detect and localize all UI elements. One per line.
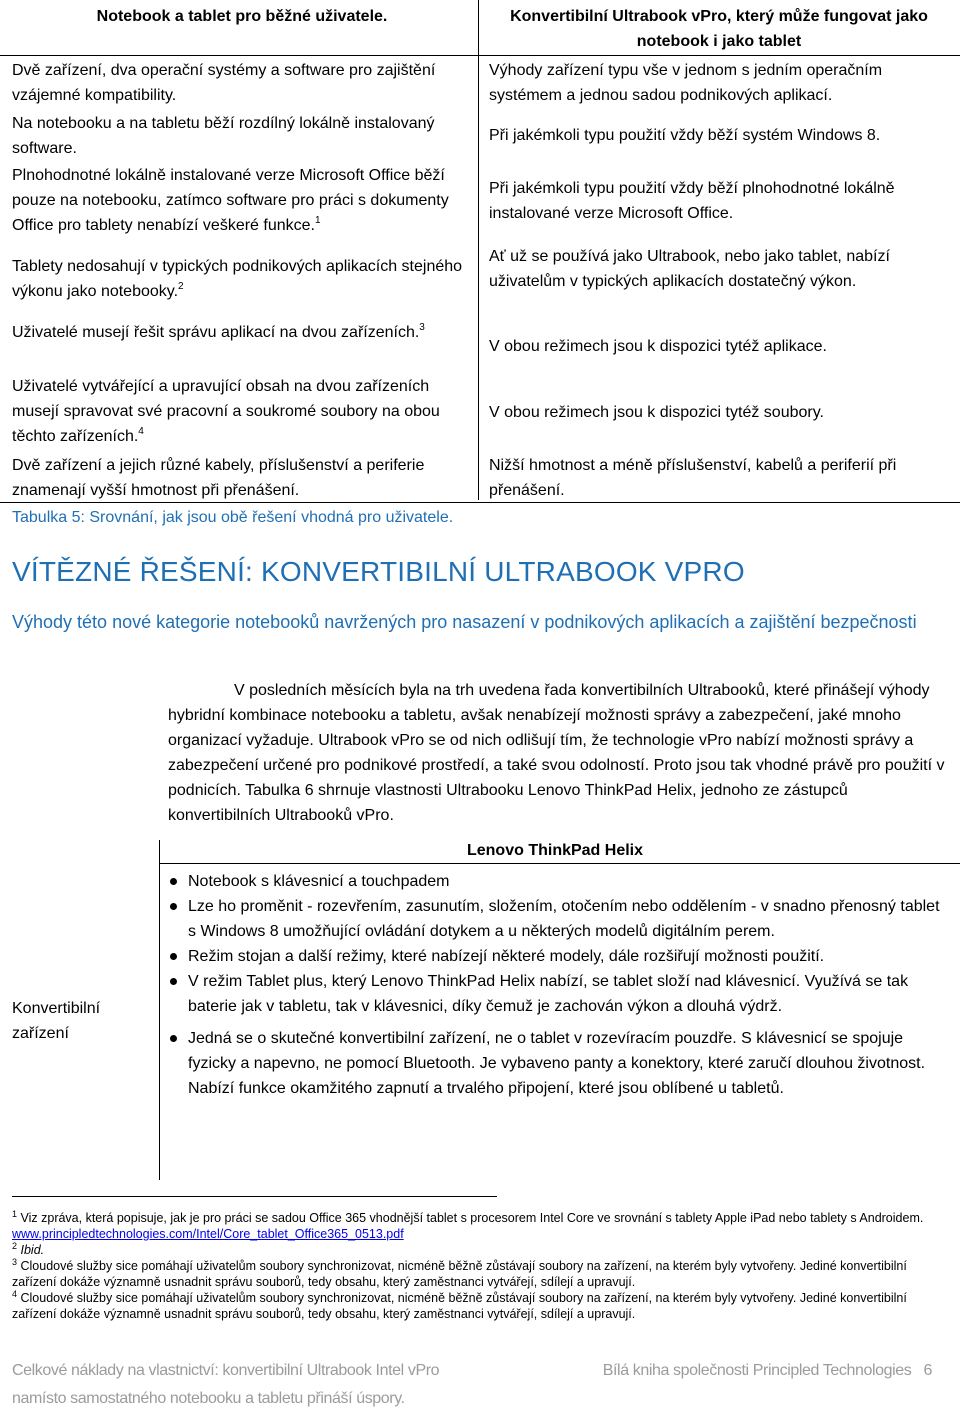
comparison-left-cell — [12, 374, 472, 449]
bullet-icon — [170, 953, 177, 960]
list-item — [168, 1026, 950, 1101]
comparison-right-header: Konvertibilní Ultrabook vPro, který může fungovat jako notebook i jako tablet — [510, 8, 928, 50]
list-item-text: Režim stojan a další režimy, které nabízejí některé modely, dále rozšiřují možnosti použití. — [188, 948, 825, 965]
list-item-text: Lze ho proměnit - rozevřením, zasunutím, složením, otočením nebo oddělením - v snadno přenosný tablet s Windows 8 umožňující ovládání dotykem a u některých modelů digitálním perem. — [188, 898, 940, 940]
comparison-left-text: Uživatelé musejí řešit správu aplikací na dvou zařízeních. — [12, 324, 420, 341]
comparison-left-cell — [12, 254, 472, 304]
table-bottom-rule — [0, 502, 960, 503]
list-item — [168, 969, 950, 1019]
comparison-right-cell: Výhody zařízení typu vše v jednom s jedním operačním systémem a jednou sadou podnikových aplikací. — [489, 62, 883, 104]
comparison-column-divider — [478, 0, 479, 500]
device-row-label: Konvertibilní zařízení — [12, 1000, 101, 1042]
footnote-text: Viz zpráva, která popisuje, jak je pro práci se sadou Office 365 vhodnější tablet s procesorem Intel Core ve srovnání s tablety Apple iPad nebo tablety s Androidem. — [20, 1211, 924, 1225]
footer-left: Celkové náklady na vlastnictví: konvertibilní Ultrabook Intel vPro — [12, 1362, 440, 1379]
footnote-number: 4 — [12, 1289, 18, 1299]
comparison-left-header: Notebook a tablet pro běžné uživatele. — [96, 8, 388, 25]
footnote — [12, 1242, 952, 1258]
bullet-icon — [170, 978, 177, 985]
footnote — [12, 1258, 952, 1290]
footnote — [12, 1210, 952, 1242]
comparison-left-text: Uživatelé vytvářející a upravující obsah na dvou zařízeních musejí spravovat své pracovní a soukromé soubory na obou těchto zařízeních. — [12, 378, 440, 445]
footnote-number: 2 — [12, 1241, 18, 1251]
footnote-ref: 4 — [138, 426, 144, 437]
intro-paragraph: V posledních měsících byla na trh uvedena řada konvertibilních Ultrabooků, které přinášejí výhody hybridní kombinace notebooku a tabletu, avšak nenabízejí možnosti správy a zabezpečení, jaké mnoho organizací vyžaduje. Ultrabook vPro se od nich odlišují tím, že technologie vPro nabízí možnosti správy a zabezpečení určené pro podnikové prostředí, a také svou odolností. Proto jsou tak vhodné právě pro použití v podnicích. Tabulka 6 shrnuje vlastnosti Ultrabooku Lenovo ThinkPad Helix, jednoho ze zástupců konvertibilních Ultrabooků vPro. — [168, 682, 945, 824]
section-title: VÍTĚZNÉ ŘEŠENÍ: KONVERTIBILNÍ ULTRABOOK VPRO — [12, 556, 745, 587]
footnote-ref: 1 — [314, 215, 321, 226]
device-table-header-rule — [160, 863, 960, 864]
comparison-left-cell: Dvě zařízení a jejich různé kabely, příslušenství a periferie znamenají vyšší hmotnost při přenášení. — [12, 457, 425, 499]
device-feature-list — [168, 869, 950, 1101]
footnote-text: Ibid. — [20, 1243, 45, 1257]
list-item-text: V režim Tablet plus, který Lenovo ThinkPad Helix nabízí, se tablet složí nad klávesnicí. Využívá se tak baterie jak v tabletu, tak v klávesnici, díky čemuž je zachován výkon a dlouhá výdrž. — [188, 973, 909, 1015]
footnote-number: 3 — [12, 1257, 18, 1267]
footer-publisher: Bílá kniha společnosti Principled Technologies — [602, 1362, 912, 1379]
footnote-ref: 2 — [178, 281, 184, 292]
footnote-link[interactable]: www.principledtechnologies.com/Intel/Core_tablet_Office365_0513.pdf — [12, 1227, 404, 1241]
footer-left-continued: namísto samostatného notebooku a tabletu přináší úspory. — [12, 1390, 405, 1407]
footnote-ref: 3 — [419, 322, 425, 333]
header-divider — [0, 55, 960, 56]
list-item-text: Notebook s klávesnicí a touchpadem — [188, 873, 450, 890]
comparison-left-cell — [12, 163, 472, 238]
comparison-right-cell: Nižší hmotnost a méně příslušenství, kabelů a periferií při přenášení. — [489, 457, 897, 499]
footnote — [12, 1290, 952, 1322]
bullet-icon — [170, 878, 177, 885]
device-table-header: Lenovo ThinkPad Helix — [466, 842, 644, 859]
comparison-right-cell: Ať už se používá jako Ultrabook, nebo jako tablet, nabízí uživatelům v typických aplikacích dostatečný výkon. — [489, 248, 890, 290]
footer-right — [603, 1362, 932, 1380]
list-item — [168, 944, 950, 969]
comparison-right-cell: V obou režimech jsou k dispozici tytéž soubory. — [489, 404, 824, 421]
comparison-right-cell: V obou režimech jsou k dispozici tytéž aplikace. — [489, 338, 827, 355]
device-table-divider — [159, 840, 160, 1180]
table-caption: Tabulka 5: Srovnání, jak jsou obě řešení vhodná pro uživatele. — [12, 509, 454, 526]
list-item — [168, 869, 950, 894]
device-table — [0, 840, 960, 1180]
comparison-left-cell — [12, 320, 472, 345]
list-item — [168, 894, 950, 944]
page-number: 6 — [923, 1362, 932, 1379]
comparison-left-text: Plnohodnotné lokálně instalované verze Microsoft Office běží pouze na notebooku, zatímco software pro práci s dokumenty Office pro tablety nenabízí veškeré funkce. — [12, 167, 449, 234]
footnotes — [12, 1210, 952, 1322]
bullet-icon — [170, 903, 177, 910]
comparison-left-cell: Dvě zařízení, dva operační systémy a software pro zajištění vzájemné kompatibility. — [12, 62, 436, 104]
comparison-right-cell: Při jakémkoli typu použití vždy běží systém Windows 8. — [489, 127, 881, 144]
footnote-number: 1 — [12, 1209, 18, 1219]
bullet-icon — [170, 1035, 177, 1042]
comparison-left-cell: Na notebooku a na tabletu běží rozdílný lokálně instalovaný software. — [12, 115, 435, 157]
comparison-right-cell: Při jakémkoli typu použití vždy běží plnohodnotné lokálně instalované verze Microsoft Office. — [489, 180, 895, 222]
list-item-text: Jedná se o skutečné konvertibilní zařízení, ne o tablet v rozevíracím pouzdře. S klávesnicí se spojuje fyzicky a napevno, ne pomocí Bluetooth. Je vybaveno panty a konektory, které zaručí dlouhou životnost. Nabízí funkce okamžitého zapnutí a trvalého připojení, které jsou oblíbené u tabletů. — [188, 1030, 926, 1097]
footnote-text: Cloudové služby sice pomáhají uživatelům soubory synchronizovat, nicméně běžně zůstávají soubory na zařízení, na kterém byly vytvořeny. Jediné konvertibilní zařízení dokáže významně usnadnit správu souborů, tedy obsahu, který zaměstnanci vytvářejí, sdílejí a upravují. — [12, 1259, 907, 1289]
section-subtitle: Výhody této nové kategorie notebooků navržených pro nasazení v podnikových aplikacích a zajištění bezpečnosti — [12, 612, 917, 632]
footnote-text: Cloudové služby sice pomáhají uživatelům soubory synchronizovat, nicméně běžně zůstávají soubory na zařízení, na kterém byly vytvořeny. Jediné konvertibilní zařízení dokáže významně usnadnit správu souborů, tedy obsahu, který zaměstnanci vytvářejí, sdílejí a upravují. — [12, 1291, 907, 1321]
comparison-left-text: Tablety nedosahují v typických podnikových aplikacích stejného výkonu jako notebooky. — [12, 258, 463, 300]
footnote-separator — [12, 1196, 497, 1197]
